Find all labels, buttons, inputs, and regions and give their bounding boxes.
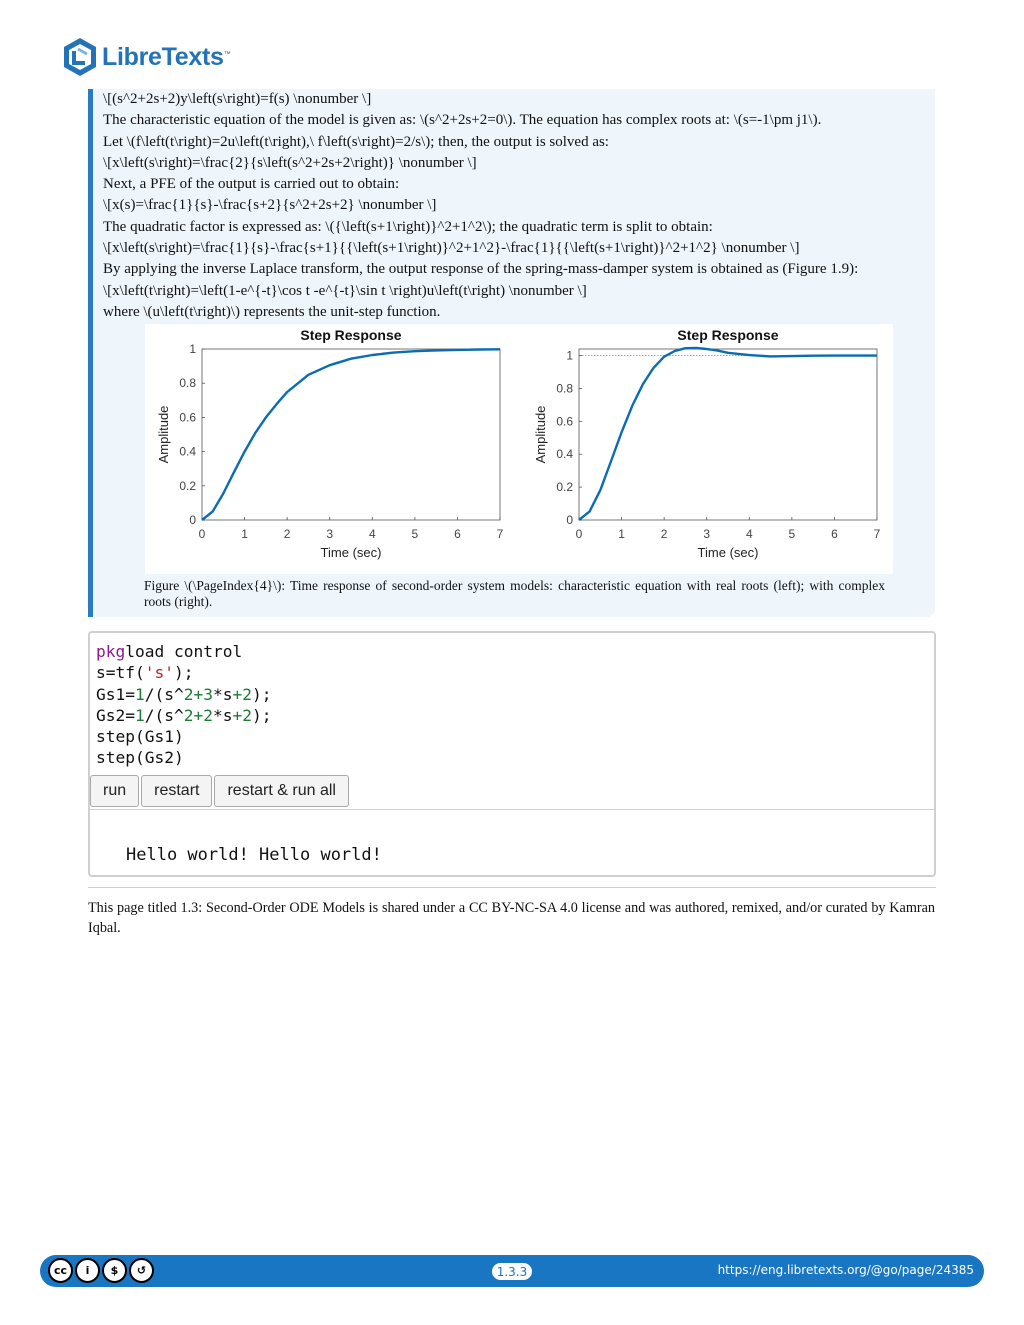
sa-icon: ↺ (129, 1258, 154, 1283)
libretexts-logo[interactable] (62, 35, 230, 79)
x-axis-label: Time (sec) (320, 545, 382, 560)
x-tick-label: 0 (575, 527, 583, 541)
code-token: *s (212, 705, 233, 725)
code-line (96, 747, 271, 768)
cc-license-badges[interactable] (48, 1258, 154, 1283)
code-token: step(Gs1) (96, 727, 184, 747)
y-tick-label: 1 (189, 342, 196, 356)
code-token: pkg (96, 642, 126, 661)
y-tick-label: 1 (566, 348, 573, 363)
example-box (88, 89, 935, 617)
code-token: +3 (193, 684, 213, 704)
x-tick-label: 6 (831, 527, 838, 541)
code-token: ); (251, 684, 272, 704)
x-tick-label: 0 (198, 527, 206, 541)
example-line: Let \(f\left(t\right)=2u\left(t\right),\ f\left(s\right)=2/s\); then, the output is solved as: (103, 133, 609, 150)
page-url[interactable]: https://eng.libretexts.org/@go/page/24385 (717, 1263, 974, 1277)
x-tick-label: 7 (496, 527, 504, 541)
x-tick-label: 3 (326, 527, 334, 541)
y-tick-label: 0 (566, 513, 573, 527)
y-tick-label: 0.8 (179, 376, 196, 391)
y-tick-label: 0 (189, 513, 196, 527)
code-token: load control (125, 642, 243, 661)
page-number: 1.3.3 (491, 1262, 533, 1281)
code-line (96, 684, 271, 705)
x-tick-label: 1 (241, 527, 248, 541)
chart-title: Step Response (300, 327, 402, 343)
y-tick-label: 0.2 (179, 478, 196, 493)
plot-area (579, 349, 877, 520)
x-tick-label: 4 (368, 527, 376, 541)
restart-button[interactable]: restart (141, 775, 212, 807)
code-token: +2 (232, 705, 252, 725)
step-response-plots (145, 324, 893, 574)
example-line: Next, a PFE of the output is carried out to obtain: (103, 176, 400, 193)
run-button[interactable]: run (90, 775, 139, 807)
x-tick-label: 2 (283, 527, 291, 541)
code-cell[interactable] (88, 631, 936, 877)
example-line: where \(u\left(t\right)\) represents the unit-step function. (103, 303, 441, 320)
page-footer (40, 1255, 984, 1287)
figure-caption: Figure \(\PageIndex{4}\): Time response of second-order system models: characteristic equation with real roots (left); with complex roots (right). (144, 578, 885, 609)
code-token: 2 (183, 684, 194, 704)
example-line: \[x\left(s\right)=\frac{1}{s}-\frac{s+1}{{\left(s+1\right)}^2+1^2}-\frac{1}{{\left(s+1\right)}^2+1^2} \nonumber \] (103, 240, 800, 257)
code-token: Gs1= (96, 684, 135, 704)
step-response-figure (145, 324, 893, 574)
code-token: step(Gs2) (96, 748, 184, 768)
example-line: The characteristic equation of the model is given as: \(s^2+2s+2=0\). The equation has complex roots at: \(s=-1\pm j1\). (103, 112, 822, 129)
code-line (96, 641, 271, 662)
code-token: Gs2= (96, 705, 135, 725)
code-token: 2 (183, 705, 194, 725)
code-token: *s (212, 684, 233, 704)
code-token: 1 (134, 684, 145, 704)
restart-run-all-button[interactable]: restart & run all (214, 775, 348, 807)
example-line: \[(s^2+2s+2)y\left(s\right)=f(s) \nonumber \] (103, 91, 372, 107)
code-token: ); (251, 705, 272, 725)
y-tick-label: 0.6 (179, 410, 196, 425)
cell-controls (90, 775, 349, 807)
code-token: s=tf( (96, 663, 145, 683)
y-tick-label: 0.4 (179, 444, 196, 459)
cell-output: Hello world! Hello world! (126, 845, 382, 865)
logo-wordmark: LibreTexts™ (102, 42, 231, 71)
by-icon: i (75, 1258, 100, 1283)
x-tick-label: 5 (411, 527, 419, 541)
x-tick-label: 6 (454, 527, 461, 541)
plot-area (202, 349, 500, 520)
y-tick-label: 0.2 (556, 480, 573, 495)
example-line: \[x\left(s\right)=\frac{2}{s\left(s^2+2s+2\right)} \nonumber \] (103, 154, 477, 171)
cc-icon: cc (48, 1258, 73, 1283)
code-line (96, 662, 271, 683)
x-tick-label: 5 (788, 527, 796, 541)
example-line: The quadratic factor is expressed as: \({\left(s+1\right)}^2+1^2\); the quadratic term is split to obtain: (103, 218, 713, 235)
example-line: \[x(s)=\frac{1}{s}-\frac{s+2}{s^2+2s+2} \nonumber \] (103, 197, 437, 214)
code-line (96, 726, 271, 747)
code-token: +2 (232, 684, 252, 704)
y-tick-label: 0.8 (556, 381, 573, 396)
y-axis-label: Amplitude (533, 405, 548, 464)
code-token: 1 (134, 705, 145, 725)
example-text (103, 89, 933, 323)
y-tick-label: 0.6 (556, 414, 573, 429)
code-line (96, 705, 271, 726)
code-token: /(s^ (144, 705, 184, 725)
x-tick-label: 7 (873, 527, 881, 541)
y-tick-label: 0.4 (556, 447, 573, 462)
libretexts-hexagon-icon (62, 37, 98, 77)
output-divider (90, 809, 934, 810)
y-axis-label: Amplitude (156, 405, 171, 464)
x-tick-label: 4 (745, 527, 753, 541)
x-axis-label: Time (sec) (697, 545, 759, 560)
code-editor[interactable] (96, 641, 271, 769)
x-tick-label: 2 (660, 527, 668, 541)
example-line: By applying the inverse Laplace transform, the output response of the spring-mass-damper system is obtained as (Figure 1.9): (103, 261, 859, 278)
code-token: +2 (193, 705, 213, 725)
x-tick-label: 1 (618, 527, 625, 541)
code-token: ); (173, 663, 194, 683)
code-token: /(s^ (144, 684, 184, 704)
nc-icon: $ (102, 1258, 127, 1283)
example-line: \[x\left(t\right)=\left(1-e^{-t}\cos t -e^{-t}\sin t \right)u\left(t\right) \nonumber \] (103, 282, 587, 299)
content-divider (88, 887, 936, 888)
license-notice: This page titled 1.3: Second-Order ODE Models is shared under a CC BY-NC-SA 4.0 license and was authored, remixed, and/or curated by Kamran Iqbal. (88, 900, 935, 936)
chart-title: Step Response (677, 327, 779, 343)
code-token: 's' (144, 663, 174, 683)
x-tick-label: 3 (703, 527, 711, 541)
